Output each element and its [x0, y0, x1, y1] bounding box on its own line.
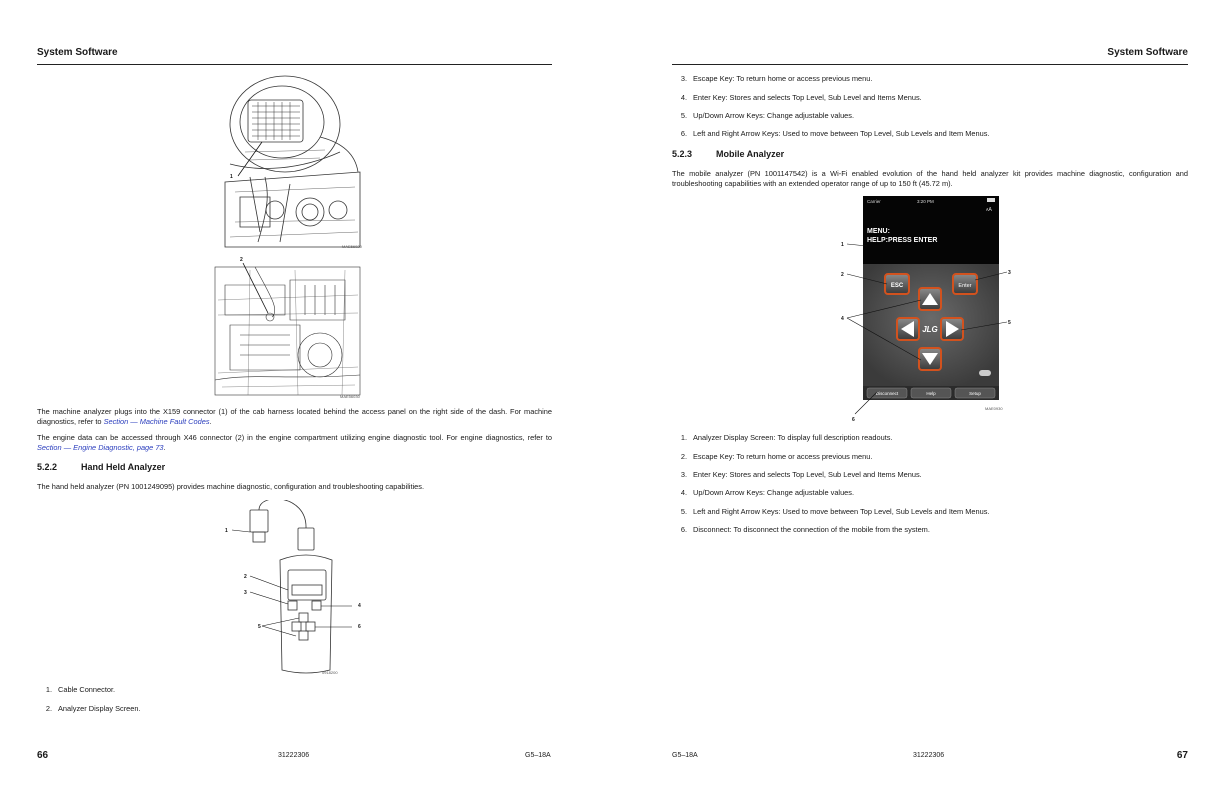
doc-number: 31222306 — [913, 752, 945, 759]
carrier-label: Carrier — [867, 199, 881, 204]
enter-button[interactable] — [953, 274, 977, 294]
svg-text:Help: Help — [926, 391, 936, 396]
machine-fault-codes-link[interactable]: Section — Machine Fault Codes — [103, 417, 210, 426]
list-item: 5. Up/Down Arrow Keys: Change adjustable values. — [680, 111, 855, 120]
header-rule — [37, 64, 552, 65]
mobile-analyzer-figure — [837, 192, 1017, 424]
callout-3: 3 — [1008, 270, 1011, 276]
section-heading: 5.2.3 Mobile Analyzer — [672, 149, 785, 159]
svg-text:Setup: Setup — [969, 391, 981, 396]
figure-code: MAE56030 — [340, 394, 360, 399]
list-item: 1. Cable Connector. — [45, 685, 116, 694]
section-heading: 5.2.2 Hand Held Analyzer — [37, 462, 166, 472]
list-item: 5. Left and Right Arrow Keys: Used to move between Top Level, Sub Levels and Item Menus. — [680, 507, 990, 516]
svg-text:Enter: Enter — [958, 283, 972, 289]
toggle-icon — [979, 370, 991, 376]
left-arrow-button[interactable] — [897, 318, 919, 340]
figure-code: MAE0930 — [985, 406, 1003, 411]
doc-number: 31222306 — [278, 752, 310, 759]
list-item: 3. Escape Key: To return home or access previous menu. — [680, 74, 873, 83]
up-arrow-button[interactable] — [919, 288, 941, 310]
figure-code: 0918200 — [322, 670, 338, 675]
callout-2: 2 — [240, 257, 243, 263]
list-item: 4. Enter Key: Stores and selects Top Level, Sub Level and Items Menus. — [680, 93, 922, 102]
callout-2: 2 — [244, 574, 247, 580]
svg-text:ESC: ESC — [890, 283, 904, 289]
callout-2: 2 — [841, 272, 844, 278]
connector-paragraph: The machine analyzer plugs into the X159 connector (1) of the cab harness located behind the access panel on the right side of the dash. For machine diagnostics, refer to Section — Machine Fault Codes. — [37, 407, 552, 426]
jlg-logo: JLG — [922, 325, 938, 334]
engine-paragraph: The engine data can be accessed through X46 connector (2) in the engine compartment utilizing engine diagnostic tool. For engine diagnostics, refer to Section — Engine Diagnostic, page 73. — [37, 433, 552, 452]
hand-held-analyzer-figure — [222, 500, 352, 678]
engine-diagnostic-link[interactable]: Section — Engine Diagnostic, page 73 — [37, 443, 164, 452]
battery-icon — [987, 198, 995, 202]
page-number: 66 — [37, 750, 49, 761]
setup-button[interactable] — [955, 388, 995, 398]
callout-4: 4 — [841, 316, 844, 322]
callout-5: 5 — [1008, 320, 1011, 326]
disconnect-button[interactable] — [867, 388, 907, 398]
callout-5: 5 — [258, 624, 261, 630]
figure-code: MAE56020 — [342, 244, 362, 249]
engine-compartment-figure — [210, 255, 365, 400]
page-number: 67 — [1176, 750, 1188, 761]
list-item: 4. Up/Down Arrow Keys: Change adjustable values. — [680, 488, 855, 497]
cab-harness-figure — [220, 72, 365, 252]
model-code: G5–18A — [525, 752, 551, 759]
callout-3: 3 — [244, 590, 247, 596]
callout-6: 6 — [852, 417, 855, 423]
model-code: G5–18A — [672, 752, 698, 759]
list-item: 3. Enter Key: Stores and selects Top Level, Sub Level and Items Menus. — [680, 470, 922, 479]
page-header: System Software — [1107, 47, 1188, 58]
clock: 3:20 PM — [917, 199, 934, 204]
list-item: 1. Analyzer Display Screen: To display full description readouts. — [680, 433, 893, 442]
callout-1: 1 — [841, 242, 844, 248]
list-item: 2. Analyzer Display Screen. — [45, 704, 141, 713]
callout-1: 1 — [225, 528, 228, 534]
right-page — [612, 0, 1224, 792]
svg-text:Disconnect: Disconnect — [875, 391, 899, 396]
hand-held-intro: The hand held analyzer (PN 1001249095) provides machine diagnostic, configuration and troubleshooting capabilities. — [37, 482, 425, 491]
callout-6: 6 — [358, 624, 361, 630]
callout-4: 4 — [358, 603, 361, 609]
page-header: System Software — [37, 47, 118, 58]
menu-line: MENU: — [867, 228, 890, 235]
list-item: 2. Escape Key: To return home or access previous menu. — [680, 452, 873, 461]
esc-button[interactable] — [885, 274, 909, 294]
help-line: HELP:PRESS ENTER — [867, 237, 938, 244]
list-item: 6. Disconnect: To disconnect the connection of the mobile from the system. — [680, 525, 930, 534]
help-button[interactable] — [911, 388, 951, 398]
right-arrow-button[interactable] — [941, 318, 963, 340]
callout-1: 1 — [230, 174, 233, 180]
mobile-intro: The mobile analyzer (PN 1001147542) is a Wi-Fi enabled evolution of the hand held analyzer kit provides machine diagnostic, configuration and troubleshooting capabilities with an extended operator range of up to 150 ft (45.72 m). — [672, 169, 1188, 188]
header-rule — [672, 64, 1188, 65]
down-arrow-button[interactable] — [919, 348, 941, 370]
font-size-toggle[interactable]: ᴀA — [986, 207, 992, 213]
list-item: 6. Left and Right Arrow Keys: Used to move between Top Level, Sub Levels and Item Menus. — [680, 129, 990, 138]
